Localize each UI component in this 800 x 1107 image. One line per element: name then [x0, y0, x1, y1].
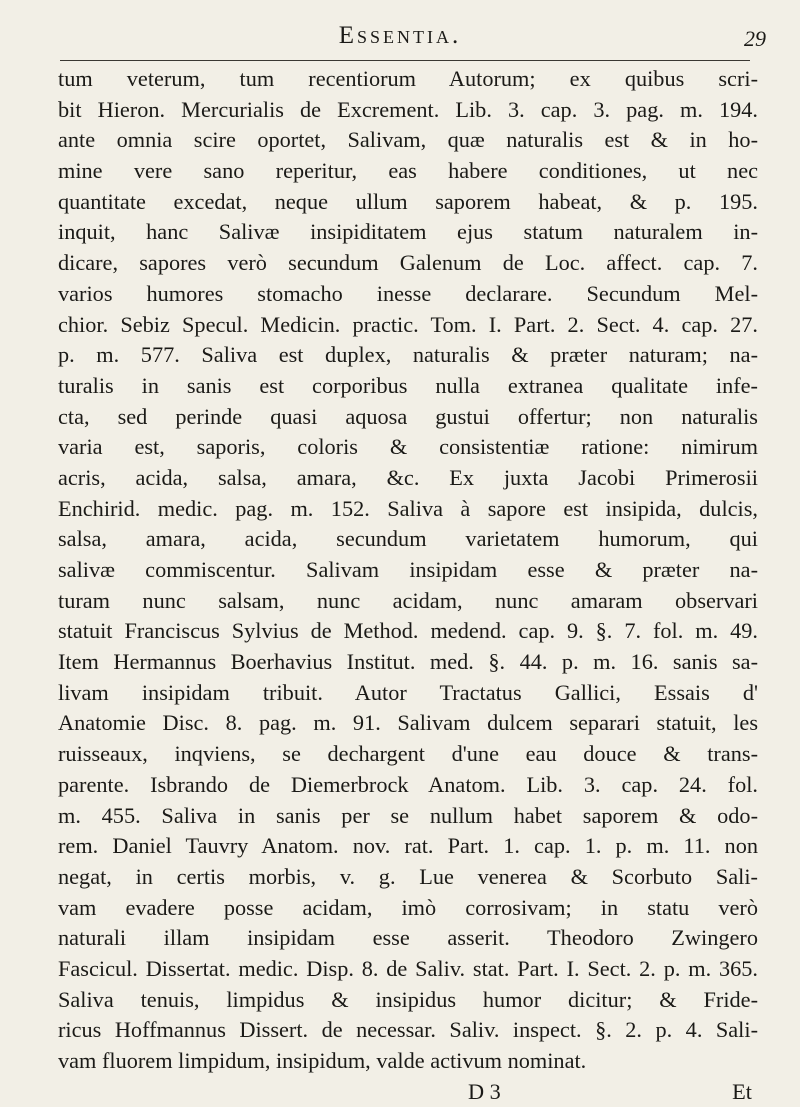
text-line: turam nunc salsam, nunc acidam, nunc amaram observari: [58, 587, 758, 613]
text-line: p. m. 577. Saliva est duplex, naturalis & præter naturam; na-: [58, 342, 758, 368]
text-line: turalis in sanis est corporibus nulla extranea qualitate infe-: [58, 372, 758, 398]
text-line: Saliva tenuis, limpidus & insipidus humor dicitur; & Fride-: [58, 986, 758, 1012]
text-line: livam insipidam tribuit. Autor Tractatus Gallici, Essais d': [58, 679, 758, 705]
text-line: parente. Isbrando de Diemerbrock Anatom. Lib. 3. cap. 24. fol.: [58, 771, 758, 797]
text-line: cta, sed perinde quasi aquosa gustui offertur; non naturalis: [58, 403, 758, 429]
text-line: chior. Sebiz Specul. Medicin. practic. Tom. I. Part. 2. Sect. 4. cap. 27.: [58, 311, 758, 337]
text-line: tum veterum, tum recentiorum Autorum; ex quibus scri-: [58, 66, 758, 91]
text-line: varia est, saporis, coloris & consistentiæ ratione: nimirum: [58, 434, 758, 460]
running-title: Essentia.: [338, 22, 462, 49]
text-line: vam fluorem limpidum, insipidum, valde activum nominat.: [58, 1048, 587, 1073]
text-line: mine vere sano reperitur, eas habere conditiones, ut nec: [58, 158, 758, 184]
page-number: 29: [744, 26, 766, 51]
text-line: naturali illam insipidam esse asserit. Theodoro Zwingero: [58, 925, 758, 951]
text-line: dicare, sapores verò secundum Galenum de Loc. affect. cap. 7.: [58, 250, 758, 276]
text-line: Enchirid. medic. pag. m. 152. Saliva à sapore est insipida, dulcis,: [58, 495, 758, 521]
text-line: salsa, amara, acida, secundum varietatem humorum, qui: [58, 526, 758, 552]
text-line: acris, acida, salsa, amara, &c. Ex juxta Jacobi Primerosii: [58, 464, 758, 490]
text-line: bit Hieron. Mercurialis de Excrement. Lib. 3. cap. 3. pag. m. 194.: [58, 96, 758, 122]
text-line: Fascicul. Dissertat. medic. Disp. 8. de Saliv. stat. Part. I. Sect. 2. p. m. 365.: [58, 955, 758, 981]
text-line: varios humores stomacho inesse declarare. Secundum Mel-: [58, 280, 758, 306]
text-line: Anatomie Disc. 8. pag. m. 91. Salivam dulcem separari statuit, les: [58, 710, 758, 736]
text-line: Item Hermannus Boerhavius Institut. med. §. 44. p. m. 16. sanis sa-: [58, 649, 758, 675]
text-line: ante omnia scire oportet, Salivam, quæ naturalis est & in ho-: [58, 127, 758, 153]
text-line: m. 455. Saliva in sanis per se nullum habet saporem & odo-: [58, 802, 758, 828]
text-line: ruisseaux, inqviens, se dechargent d'une eau douce & trans-: [58, 741, 758, 767]
text-line: salivæ commiscentur. Salivam insipidam esse & præter na-: [58, 557, 758, 582]
signature-mark: D 3: [468, 1078, 501, 1104]
text-line: quantitate excedat, neque ullum saporem habeat, & p. 195.: [58, 188, 758, 214]
text-line: inquit, hanc Salivæ insipiditatem ejus statum naturalem in-: [58, 219, 758, 245]
text-line: ricus Hoffmannus Dissert. de necessar. Saliv. inspect. §. 2. p. 4. Sali-: [58, 1017, 758, 1043]
text-line: statuit Franciscus Sylvius de Method. medend. cap. 9. §. 7. fol. m. 49.: [58, 618, 758, 644]
catchword: Et: [732, 1078, 752, 1104]
header-rule: [60, 60, 750, 61]
running-head: [0, 22, 800, 62]
footer-line: [58, 1077, 758, 1107]
text-line: negat, in certis morbis, v. g. Lue venerea & Scorbuto Sali-: [58, 863, 758, 889]
body-text: [58, 64, 758, 1107]
text-line: rem. Daniel Tauvry Anatom. nov. rat. Part. 1. cap. 1. p. m. 11. non: [58, 833, 758, 859]
text-line: vam evadere posse acidam, imò corrosivam; in statu verò: [58, 894, 758, 920]
